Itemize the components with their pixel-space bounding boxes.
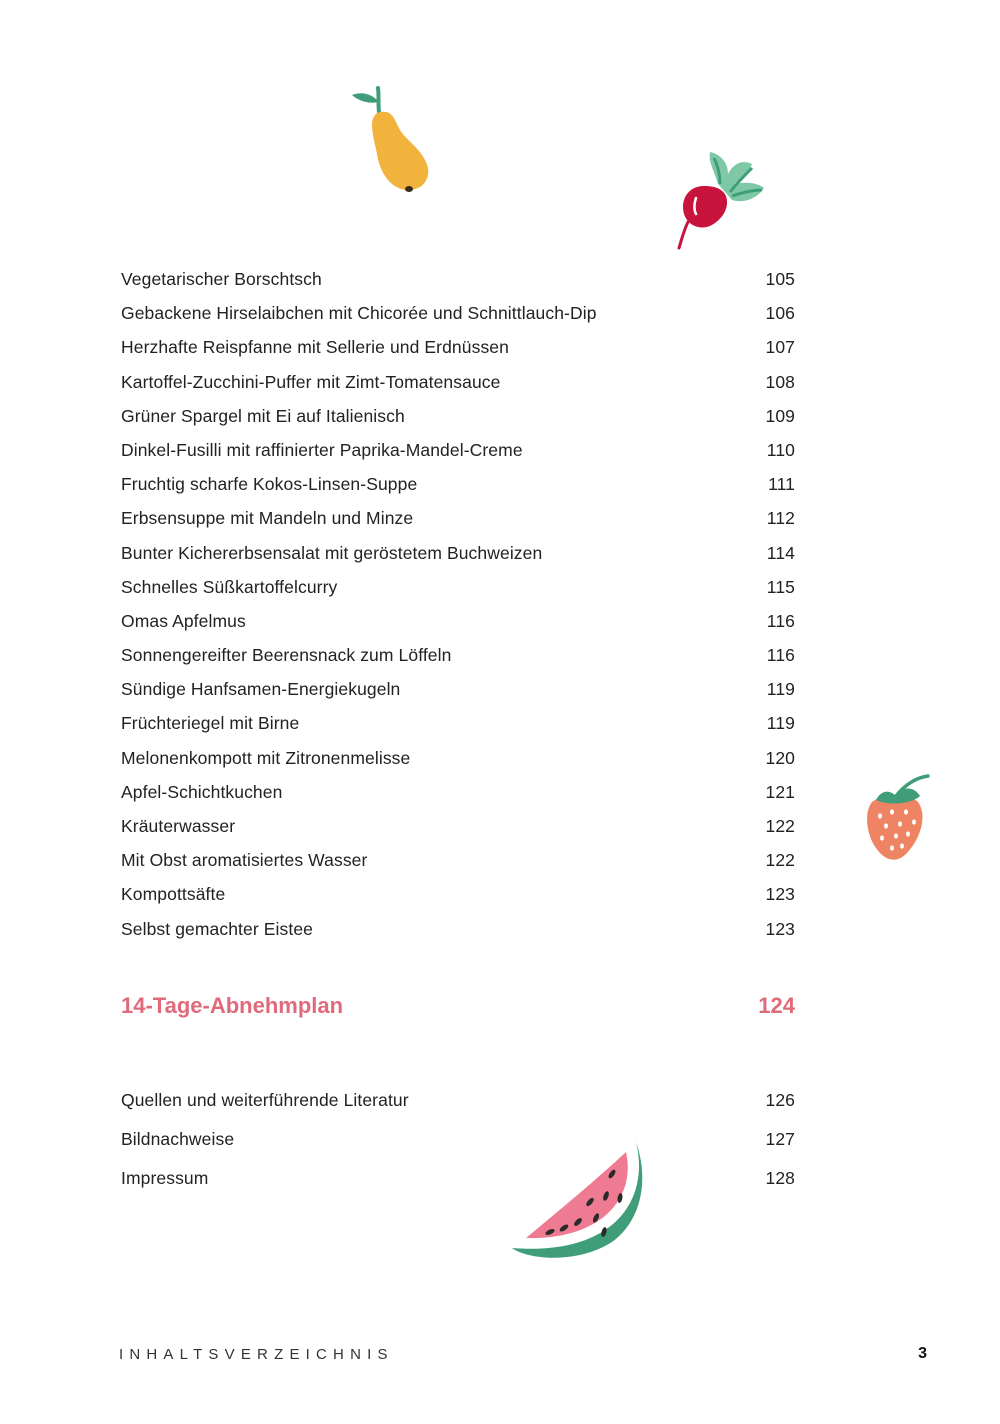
toc-entry-title: Bildnachweise [121,1128,235,1149]
toc-entry-title: Apfel-Schichtkuchen [121,781,283,802]
toc-entry-title: Kartoffel-Zucchini-Puffer mit Zimt-Tomatensauce [121,371,501,392]
toc-entry-title: Sündige Hanfsamen-Energiekugeln [121,679,401,700]
toc-entry-page: 116 [766,645,795,666]
toc-entry [121,775,795,809]
toc-entry-page: 120 [765,747,795,768]
running-footer: INHALTSVERZEICHNIS [119,1346,394,1363]
toc-entry-title: Grüner Spargel mit Ei auf Italienisch [121,405,405,426]
toc-entry-page: 109 [765,405,795,426]
toc-list [121,262,795,946]
toc-entry-page: 119 [766,679,795,700]
toc-entry-page: 128 [765,1167,795,1188]
toc-entry-title: Sonnengereifter Beerensnack zum Löffeln [121,645,452,666]
toc-entry-title: Mit Obst aromatisiertes Wasser [121,850,368,871]
toc-entry-title: Bunter Kichererbsensalat mit geröstetem Buchweizen [121,542,543,563]
toc-entry [121,536,795,570]
section-page-number: 124 [758,993,795,1018]
toc-entry-title: Dinkel-Fusilli mit raffinierter Paprika-Mandel-Creme [121,439,523,460]
toc-section-heading [121,993,795,1019]
toc-entry-page: 116 [766,610,795,631]
toc-entry-page: 122 [765,850,795,871]
toc-entry-title: Vegetarischer Borschtsch [121,269,322,289]
toc-entry-page: 119 [766,713,795,734]
toc-entry-page: 106 [765,303,795,324]
toc-entry [121,1120,795,1159]
toc-entry-title: Selbst gemachter Eistee [121,918,313,939]
section-title: 14-Tage-Abnehmplan [121,993,344,1018]
toc-entry-title: Quellen und weiterführende Literatur [121,1090,409,1110]
toc-entry [121,399,795,433]
toc-entry [121,1081,795,1120]
toc-entry-page: 107 [765,337,795,358]
toc-entry [121,809,795,843]
toc-entry-page: 110 [766,439,795,460]
toc-entry-title: Herzhafte Reispfanne mit Sellerie und Erdnüssen [121,337,509,358]
toc-entry [121,296,795,330]
toc-entry-title: Melonenkompott mit Zitronenmelisse [121,747,411,768]
toc-entry-page: 114 [766,542,795,563]
toc-entry [121,706,795,740]
toc-entry [121,604,795,638]
toc-entry [121,638,795,672]
toc-entry-title: Früchteriegel mit Birne [121,713,300,734]
strawberry-icon [862,772,932,864]
toc-entry-title: Impressum [121,1167,209,1188]
toc-entry-title: Schnelles Süßkartoffelcurry [121,576,338,597]
toc-entry-title: Erbsensuppe mit Mandeln und Minze [121,508,414,529]
toc-entry-page: 126 [765,1090,795,1110]
toc-entry [121,570,795,604]
toc-entry-page: 121 [765,781,795,802]
beetroot-icon [674,148,770,252]
toc-entry [121,1159,795,1198]
toc-entry-page: 115 [766,576,795,597]
appendix-list [121,1081,795,1197]
toc-entry-title: Kompottsäfte [121,884,226,905]
page-number: 3 [918,1345,927,1362]
toc-entry [121,467,795,501]
toc-entry [121,912,795,946]
toc-entry-title: Fruchtig scharfe Kokos-Linsen-Suppe [121,474,418,495]
toc-entry-title: Kräuterwasser [121,816,236,836]
toc-entry-page: 108 [765,371,795,392]
toc-entry-page: 127 [765,1128,795,1149]
toc-entry [121,262,795,296]
toc-entry-page: 123 [765,918,795,939]
toc-entry-page: 123 [765,884,795,905]
toc-entry-page: 122 [765,816,795,836]
pear-icon [348,82,438,198]
toc-entry-page: 105 [765,269,795,289]
toc-entry [121,877,795,911]
toc-entry [121,330,795,364]
toc-entry [121,501,795,535]
toc-entry [121,843,795,877]
toc-entry-title: Gebackene Hirselaibchen mit Chicorée und Schnittlauch-Dip [121,303,597,324]
toc-entry [121,365,795,399]
toc-entry [121,672,795,706]
toc-entry-page: 111 [768,474,795,495]
toc-entry-title: Omas Apfelmus [121,610,246,631]
toc-entry [121,433,795,467]
toc-entry-page: 112 [766,508,795,529]
toc-entry [121,741,795,775]
